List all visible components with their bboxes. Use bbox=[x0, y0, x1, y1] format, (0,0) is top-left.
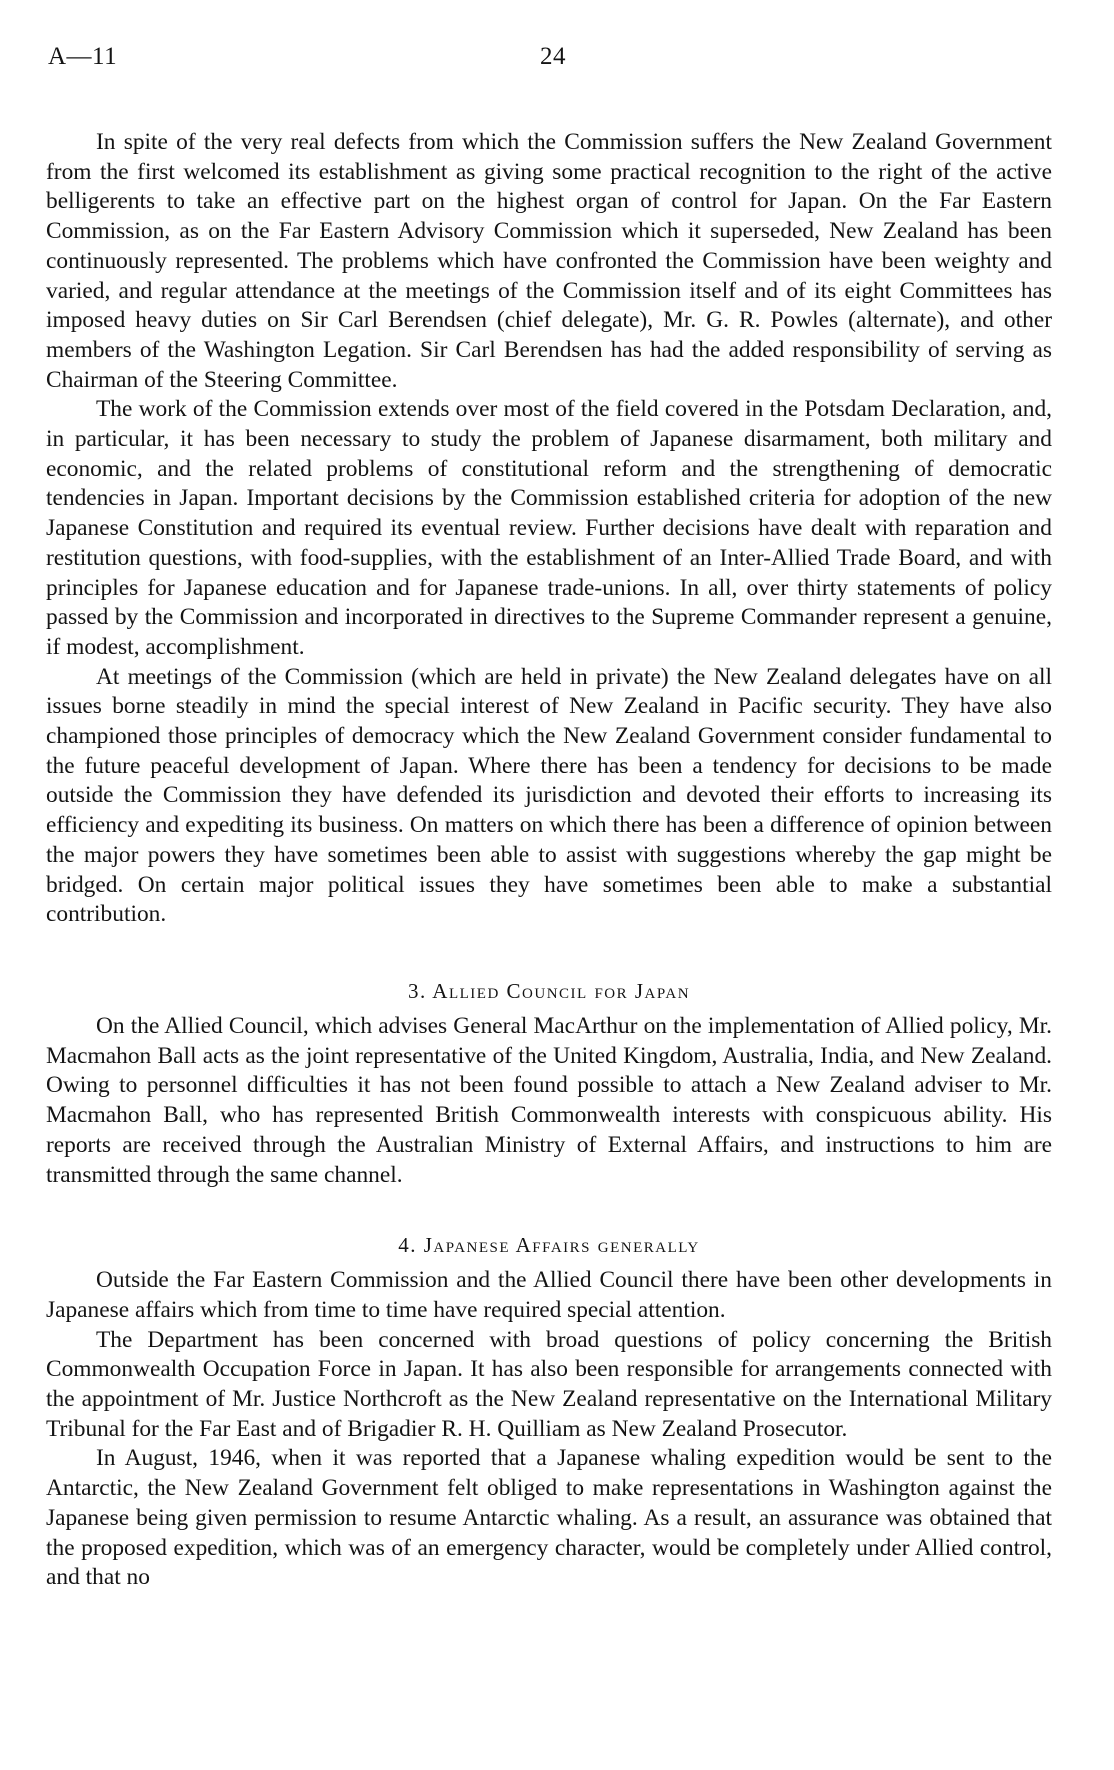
section-heading-allied-council: 3. Allied Council for Japan bbox=[407, 978, 691, 1003]
page-number: 24 bbox=[540, 43, 566, 70]
page-header bbox=[46, 38, 1052, 78]
paragraph: Outside the Far Eastern Commission and the Allied Council there have been other developments in Japanese affairs which from time to time have required special attention. bbox=[46, 1267, 1052, 1323]
paragraph: In August, 1946, when it was reported that a Japanese whaling expedition would be sent to the Antarctic, the New Zealand Government felt obliged to make representations in Washington against the Japanese being given permission to resume Antarctic whaling. As a result, an assurance was obtained that the proposed expedition, which was of an emergency character, would be completely under Allied control, and that no bbox=[46, 1445, 1052, 1591]
paragraph: On the Allied Council, which advises General MacArthur on the implementation of Allied policy, Mr. Macmahon Ball acts as the joint representative of the United Kingdom, Australia, India, and New Zealand. Owing to personnel difficulties it has not been found possible to attach a New Zealand adviser to Mr. Macmahon Ball, who has represented British Commonwealth interests with conspicuous ability. His reports are received through the Australian Ministry of External Affairs, and instructions to him are transmitted through the same channel. bbox=[46, 1012, 1052, 1188]
paragraph: At meetings of the Commission (which are held in private) the New Zealand delegates have on all issues borne steadily in mind the special interest of New Zealand in Pacific security. They have also championed those principles of democracy which the New Zealand Government consider fundamental to the future peaceful development of Japan. Where there has been a tendency for decisions to be made outside the Commission they have defended its jurisdiction and devoted their efforts to increasing its efficiency and expediting its business. On matters on which there has been a difference of opinion between the major powers they have sometimes been able to assist with suggestions whereby the gap might be bridged. On certain major political issues they have sometimes been able to make a substantial contribution. bbox=[46, 663, 1052, 928]
paragraph: The Department has been concerned with broad questions of policy concerning the British Commonwealth Occupation Force in Japan. It has also been responsible for arrangements connected with the appointment of Mr. Justice Northcroft as the New Zealand representative on the International Military Tribunal for the Far East and of Brigadier R. H. Quilliam as New Zealand Prosecutor. bbox=[46, 1326, 1052, 1442]
paragraph: The work of the Commission extends over most of the field covered in the Potsdam Declaration, and, in particular, it has been necessary to study the problem of Japanese disarmament, both military and economic, and the related problems of constitutional reform and the strengthening of democratic tendencies in Japan. Important decisions by the Commission established criteria for adoption of the new Japanese Constitution and required its eventual review. Further decisions have dealt with reparation and restitution questions, with food-supplies, with the establishment of an Inter-Allied Trade Board, and with principles for Japanese education and for Japanese trade-unions. In all, over thirty statements of policy passed by the Commission and incorporated in directives to the Supreme Commander represent a genuine, if modest, accomplishment. bbox=[46, 396, 1052, 660]
section-heading-japanese-affairs: 4. Japanese Affairs generally bbox=[398, 1233, 700, 1258]
page-body bbox=[46, 128, 1052, 1593]
paragraph: In spite of the very real defects from which the Commission suffers the New Zealand Government from the first welcomed its establishment as giving some practical recognition to the right of the active belligerents to take an effective part on the highest organ of control for Japan. On the Far Eastern Commission, as on the Far Eastern Advisory Commission which it superseded, New Zealand has been continuously represented. The problems which have confronted the Commission have been weighty and varied, and regular attendance at the meetings of the Commission itself and of its eight Committees has imposed heavy duties on Sir Carl Berendsen (chief delegate), Mr. G. R. Powles (alternate), and other members of the Washington Legation. Sir Carl Berendsen has had the added responsibility of serving as Chairman of the Steering Committee. bbox=[46, 129, 1052, 393]
document-reference: A—11 bbox=[48, 43, 118, 70]
